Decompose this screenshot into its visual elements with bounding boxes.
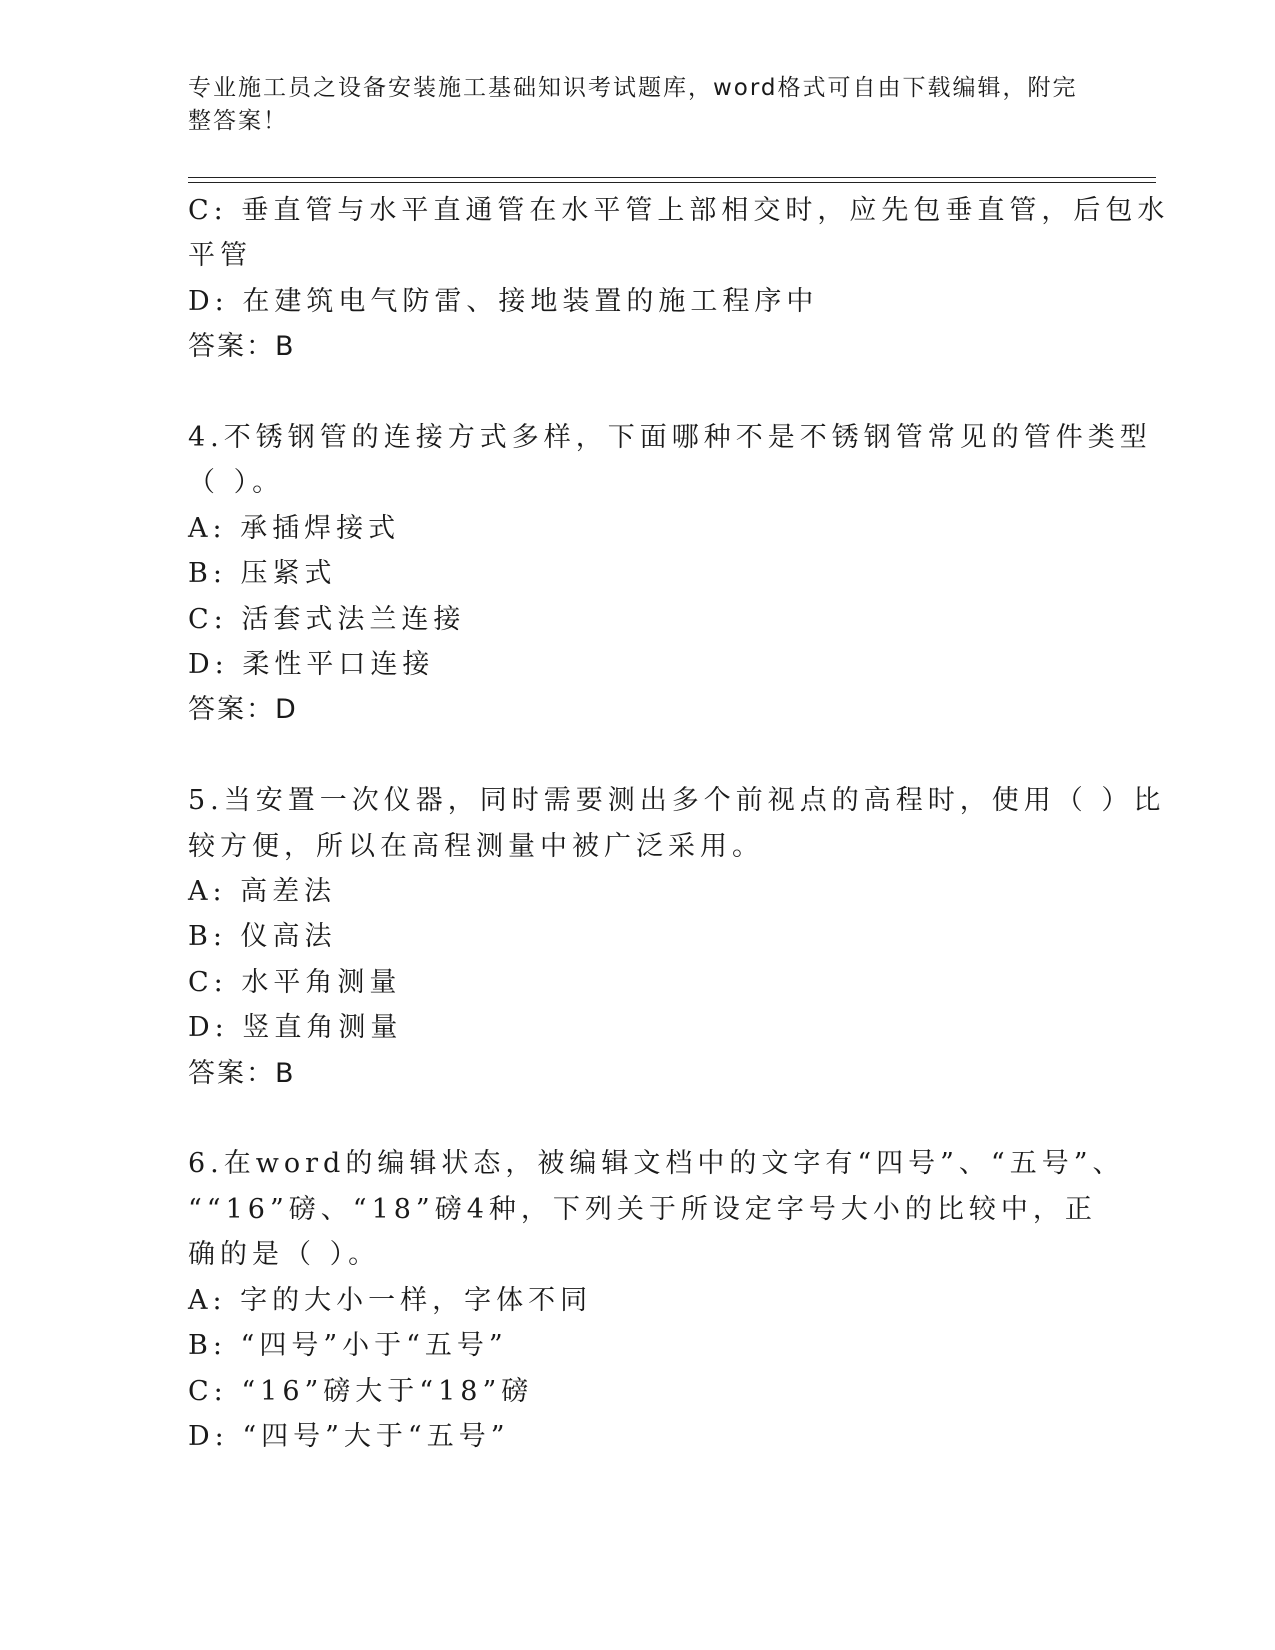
document-header <box>188 72 1088 138</box>
q4-stem-line-1: 4.不锈钢管的连接方式多样，下面哪种不是不锈钢管常见的管件类型 <box>188 422 1152 454</box>
header-line-2: 整答案！ <box>188 108 288 134</box>
q5-stem-line-1: 5.当安置一次仪器，同时需要测出多个前视点的高程时，使用（ ）比 <box>188 785 1166 817</box>
q5-stem-line-2: 较方便，所以在高程测量中被广泛采用。 <box>188 830 764 862</box>
q5-option-c: C: 水平角测量 <box>188 966 402 998</box>
header-line-1: 专业施工员之设备安装施工基础知识考试题库，word格式可自由下载编辑，附完 <box>188 75 1078 101</box>
q6-option-d: D: “四号”大于“五号” <box>188 1420 510 1452</box>
q6-stem-line-2: ““16”磅、“18”磅4种，下列关于所设定字号大小的比较中，正 <box>188 1193 1097 1225</box>
q4-answer: 答案：D <box>188 694 298 726</box>
q4-stem-line-2: （ ）。 <box>188 467 285 499</box>
q3-option-d: D: 在建筑电气防雷、接地装置的施工程序中 <box>188 285 819 317</box>
q4-option-b: B: 压紧式 <box>188 558 337 590</box>
q4-option-d: D: 柔性平口连接 <box>188 649 435 681</box>
header-divider-top <box>188 177 1156 178</box>
q6-stem-line-3: 确的是（ ）。 <box>188 1239 381 1271</box>
q6-stem-line-1: 6.在word的编辑状态，被编辑文档中的文字有“四号”、“五号”、 <box>188 1148 1125 1180</box>
q6-option-a: A: 字的大小一样，字体不同 <box>188 1284 593 1316</box>
q3-answer: 答案：B <box>188 331 296 363</box>
q5-option-d: D: 竖直角测量 <box>188 1012 403 1044</box>
q5-answer: 答案：B <box>188 1057 296 1089</box>
header-divider-bottom <box>188 182 1156 183</box>
question-5 <box>188 778 1166 1096</box>
spacer <box>188 370 1088 415</box>
q6-option-b: B: “四号”小于“五号” <box>188 1330 508 1362</box>
question-3-tail <box>188 188 1170 370</box>
question-content <box>188 188 1170 1459</box>
q6-option-c: C: “16”磅大于“18”磅 <box>188 1375 534 1407</box>
q3-option-c-line-2: 平管 <box>188 240 252 272</box>
q3-option-c-line-1: C: 垂直管与水平直通管在水平管上部相交时，应先包垂直管，后包水 <box>188 195 1170 226</box>
spacer <box>188 733 1088 778</box>
q4-option-c: C: 活套式法兰连接 <box>188 603 466 635</box>
question-6 <box>188 1141 1125 1459</box>
question-4 <box>188 415 1152 733</box>
q4-option-a: A: 承插焊接式 <box>188 512 401 544</box>
q5-option-b: B: 仪高法 <box>188 921 337 953</box>
q5-option-a: A: 高差法 <box>188 876 337 908</box>
spacer <box>188 1096 1088 1141</box>
